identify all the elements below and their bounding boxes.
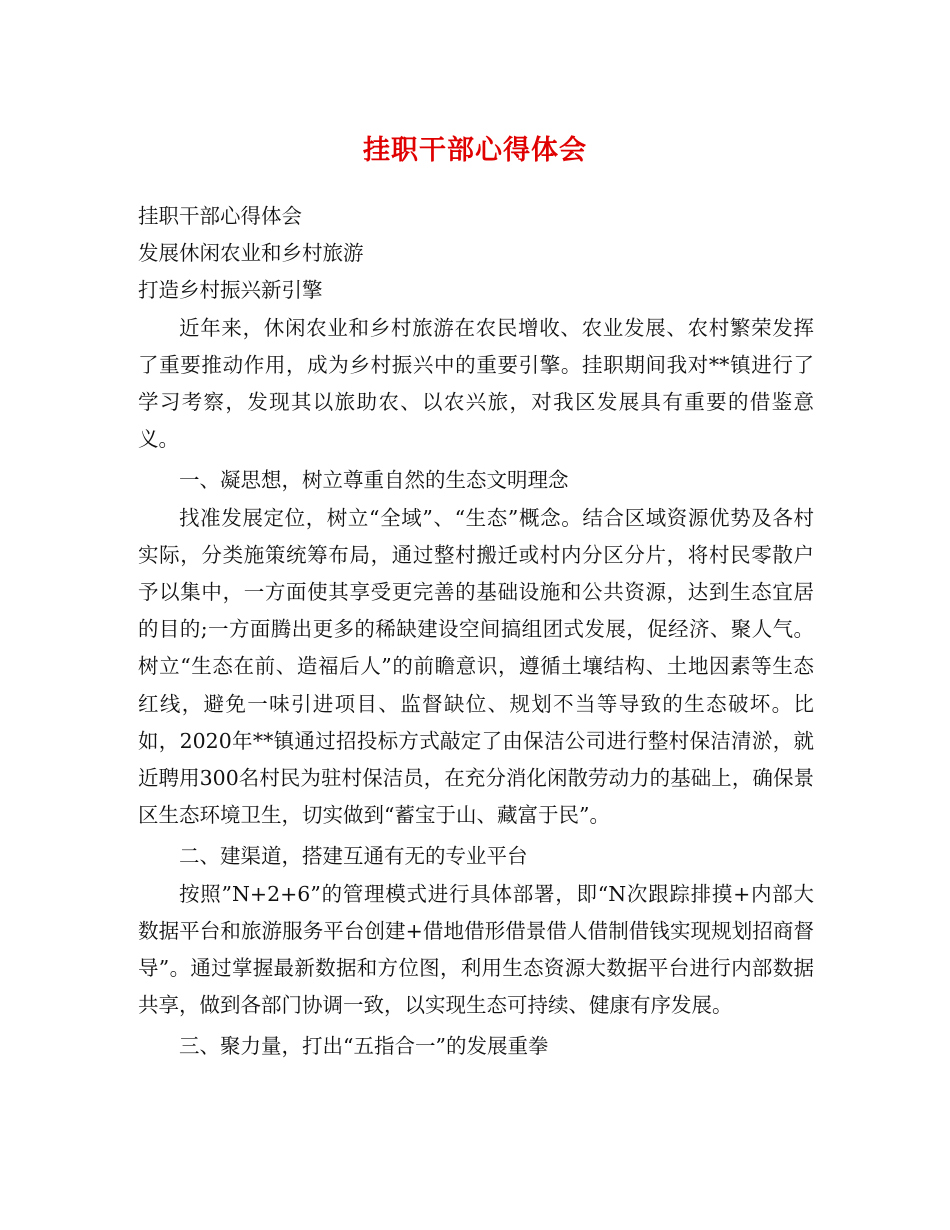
section-heading: 二、建渠道，搭建互通有无的专业平台 xyxy=(179,844,528,869)
subtitle-line: 打造乡村振兴新引擎 xyxy=(138,278,323,303)
body-paragraph: 找准发展定位，树立“全域”、“生态”概念。结合区域资源优势及各村实际，分类施策统筹布局，通过整村搬迁或村内分区分片，将村民零散户予以集中，一方面使其享受更完善的基础设施和公共资源，达到生态宜居的目的;一方面腾出更多的稀缺建设空间搞组团式发展，促经济、聚人气。树立“生态在前、造福后人”的前瞻意识，遵循土壤结构、土地因素等生态红线，避免一味引进项目、监督缺位、规划不当等导致的生态破坏。比如，2020年**镇通过招投标方式敲定了由保洁公司进行整村保洁清淤，就近聘用300名村民为驻村保洁员，在充分消化闲散劳动力的基础上，确保景区生态环境卫生，切实做到“蓄宝于山、藏富于民”。 xyxy=(138,505,814,828)
section-heading: 三、聚力量，打出“五指合一”的发展重拳 xyxy=(179,1034,549,1059)
document-body xyxy=(138,198,814,1066)
body-paragraph: 近年来，休闲农业和乡村旅游在农民增收、农业发展、农村繁荣发挥了重要推动作用，成为乡村振兴中的重要引擎。挂职期间我对**镇进行了学习考察，发现其以旅助农、以农兴旅，对我区发展具有重要的借鉴意义。 xyxy=(138,315,814,452)
section-heading: 一、凝思想，树立尊重自然的生态文明理念 xyxy=(179,468,569,493)
body-paragraph: 按照”N+2+6”的管理模式进行具体部署，即“N次跟踪排摸+内部大数据平台和旅游服务平台创建+借地借形借景借人借制借钱实现规划招商督导”。通过掌握最新数据和方位图，利用生态资源大数据平台进行内部数据共享，做到各部门协调一致，以实现生态可持续、健康有序发展。 xyxy=(138,881,814,1018)
document-title: 挂职干部心得体会 xyxy=(363,135,587,166)
subtitle-line: 发展休闲农业和乡村旅游 xyxy=(138,241,364,266)
subtitle-line: 挂职干部心得体会 xyxy=(138,204,302,228)
